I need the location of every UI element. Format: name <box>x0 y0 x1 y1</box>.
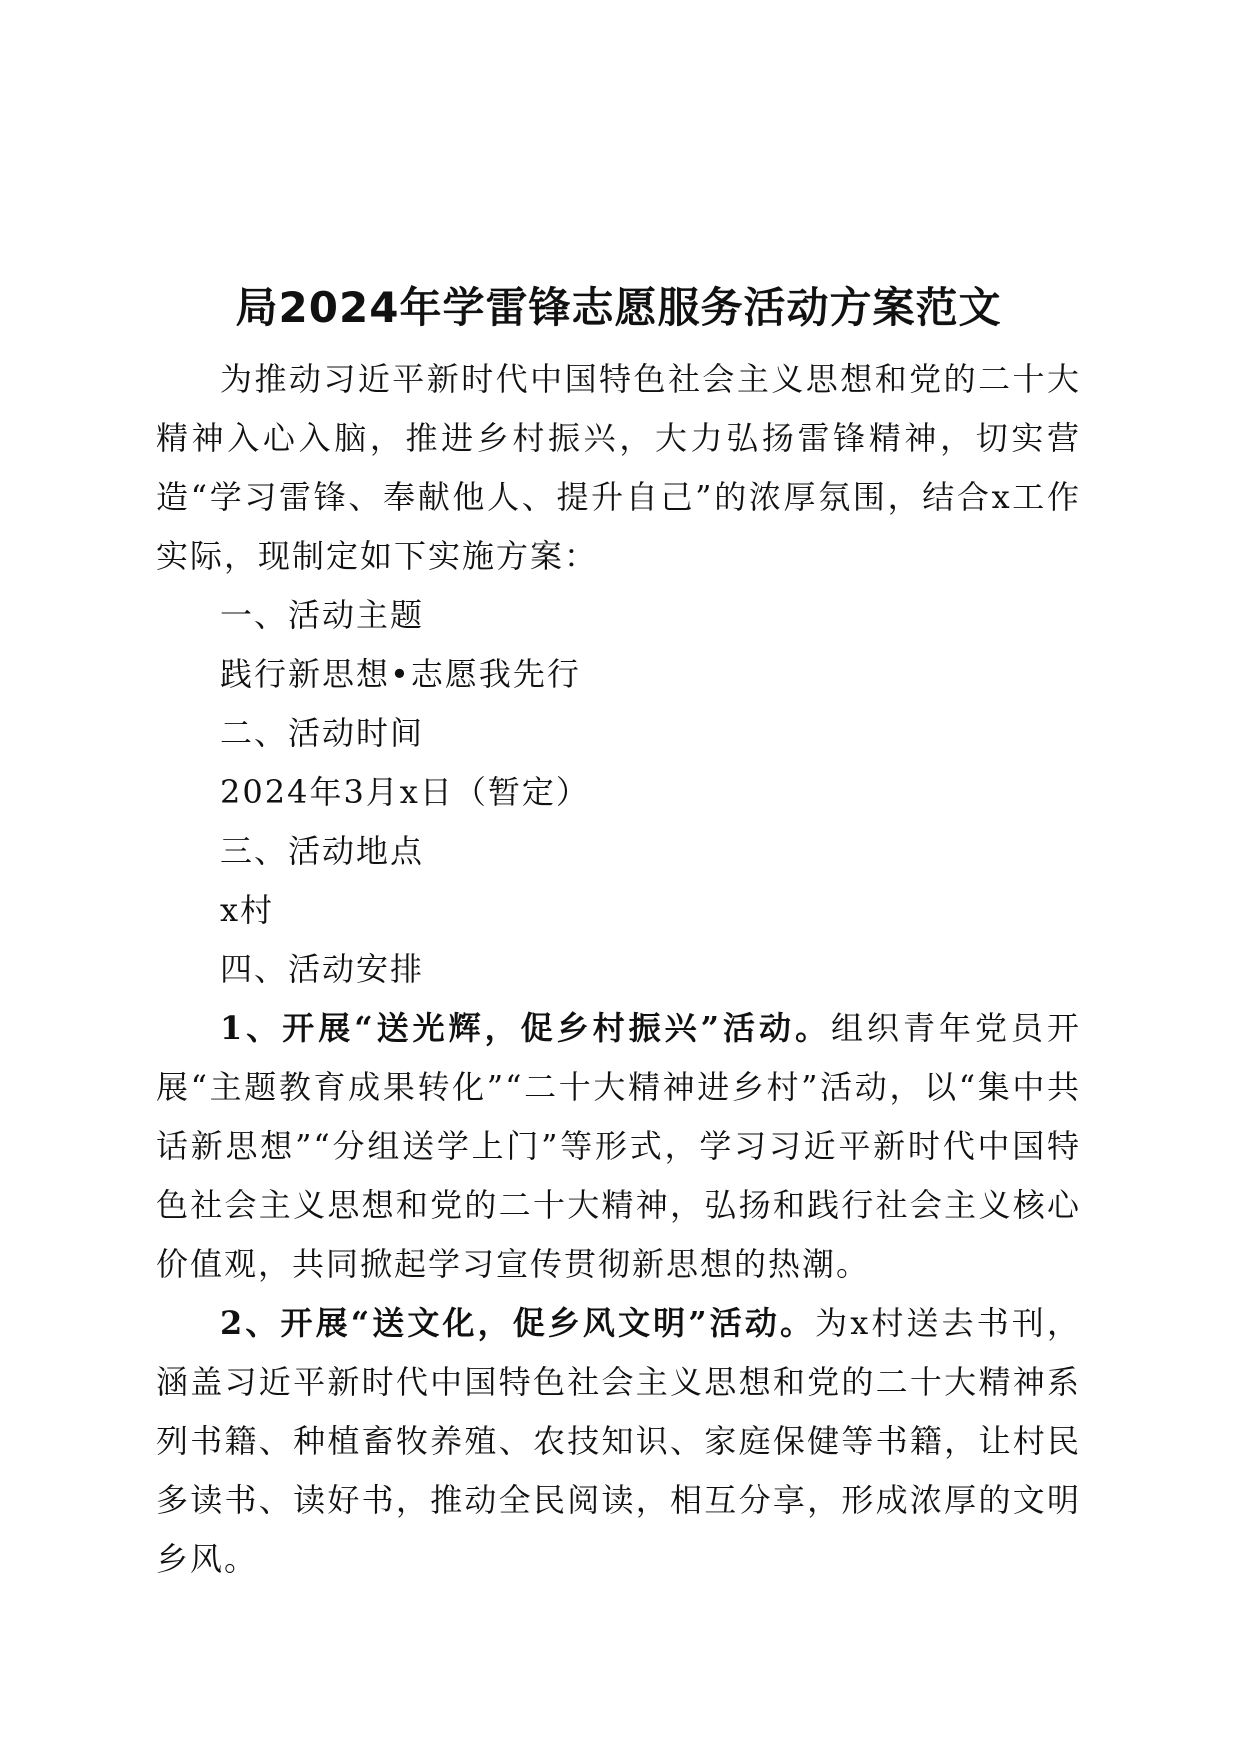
section-content-location: x村 <box>220 891 275 929</box>
arrangement-item-1-body: 组织青年党员开展“主题教育成果转化”“二十大精神进乡村”活动，以“集中共话新思想”“分组送学上门”等形式，学习习近平新时代中国特色社会主义思想和党的二十大精神，弘扬和践行社会主义核心价值观，共同掀起学习宣传贯彻新思想的热潮。 <box>156 1009 1081 1283</box>
section-content-time: 2024年3月x日（暂定） <box>220 773 590 811</box>
arrangement-item-1 <box>156 999 1081 1294</box>
document-title: 局2024年学雷锋志愿服务活动方案范文 <box>235 283 1002 332</box>
section-content-theme: 践行新思想•志愿我先行 <box>220 655 581 693</box>
arrangement-item-2-body: 为x村送去书刊，涵盖习近平新时代中国特色社会主义思想和党的二十大精神系列书籍、种植畜牧养殖、农技知识、家庭保健等书籍，让村民多读书、读好书，推动全民阅读，相互分享，形成浓厚的文明乡风。 <box>156 1304 1081 1578</box>
section-heading-time: 二、活动时间 <box>220 714 425 752</box>
section-heading-theme: 一、活动主题 <box>220 596 425 634</box>
arrangement-item-1-lead: 1、开展“送光辉，促乡村振兴”活动。 <box>220 1009 831 1047</box>
section-heading-arrangement: 四、活动安排 <box>220 950 425 988</box>
document-body <box>156 272 1081 1589</box>
arrangement-item-2 <box>156 1294 1081 1589</box>
section-heading-location: 三、活动地点 <box>220 832 425 870</box>
intro-paragraph: 为推动习近平新时代中国特色社会主义思想和党的二十大精神入心入脑，推进乡村振兴，大力弘扬雷锋精神，切实营造“学习雷锋、奉献他人、提升自己”的浓厚氛围，结合x工作实际，现制定如下实施方案： <box>156 360 1081 575</box>
arrangement-item-2-lead: 2、开展“送文化，促乡风文明”活动。 <box>220 1304 816 1342</box>
